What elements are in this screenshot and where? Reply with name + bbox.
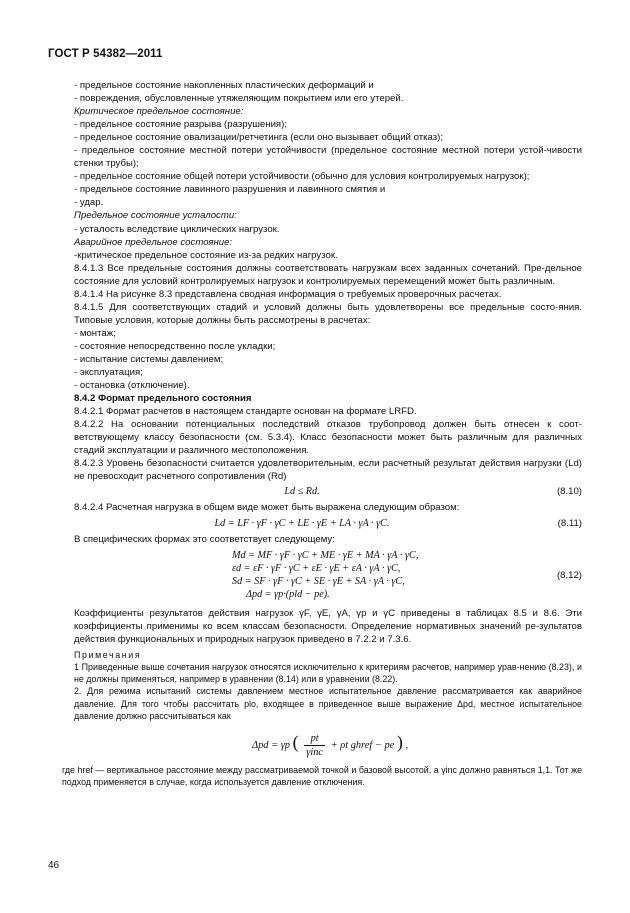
equation-lhs: Δpd = γp xyxy=(252,739,290,751)
paragraph-8-4-1-4: 8.4.1.4 На рисунке 8.3 представлена сводная информация о требуемых проверочных расчетах. xyxy=(74,288,502,300)
subheading-fatigue: Предельное состояние усталости: xyxy=(74,210,237,222)
equation-system-8-12 xyxy=(62,549,582,603)
paragraph-8-4-2-3: 8.4.2.3 Уровень безопасности считается удовлетворительным, если расчетный результат действия нагрузки (Ld) не превосходит расчетного сопротивления (Rd) xyxy=(74,458,582,483)
list-item: - предельное состояние лавинного разрушения и лавинного смятия и xyxy=(74,184,386,196)
list-item: - остановка (отключение). xyxy=(74,380,190,392)
equation-8-10 xyxy=(62,485,582,499)
list-item: - испытание системы давлением; xyxy=(74,353,224,365)
document-body xyxy=(62,79,582,788)
equation-rhs: + ρt ghref − pe xyxy=(330,739,395,751)
equation-number: (8.12) xyxy=(556,569,582,581)
notes-title: Примечания xyxy=(74,649,142,660)
equation-line: Sd = SF · γF · γC + SE · γE + SA · γA · γC, xyxy=(232,575,405,587)
standard-header: ГОСТ Р 54382—2011 xyxy=(48,48,163,60)
paragraph-8-4-1-5: 8.4.1.5 Для соответствующих стадий и условий должны быть удовлетворены все предельные состо-яния. Типовые условия, которые должны быть рассмотрены в расчетах: xyxy=(74,301,582,326)
equation-number: (8.11) xyxy=(557,517,582,529)
subheading-critical: Критическое предельное состояние: xyxy=(74,106,244,118)
equation-8-11 xyxy=(62,517,582,531)
list-item: - предельное состояние местной потери устойчивости (предельное состояние местной потери устой-чивости стенки трубы); xyxy=(74,145,582,170)
note-1: 1 Приведенные выше сочетания нагрузок относятся исключительно к критериям расчетов, например урав-нению (8.23), и не должны применяться, например в уравнении (8.14) или в уравнении (8.22). xyxy=(74,661,582,685)
paragraph-8-4-2-2: 8.4.2.2 На основании потенциальных последствий отказов трубопровод должен быть отнесен к соот-ветствующему классу безопасности (см. 5.3.4). Класс безопасности может быть различным для различных стадий эксплуатации и различного местоположения. xyxy=(74,419,582,457)
paragraph-8-4-1-3: 8.4.1.3 Все предельные состояния должны соответствовать нагрузкам всех заданных сочетаний. Пре-дельное состояние для условий контролируемых нагрузок и контролируемых перемещений может быть различным. xyxy=(74,262,582,287)
list-item: - предельное состояние разрыва (разрушения); xyxy=(74,119,287,131)
equation-formula: Ld = LF · γF · γC + LE · γE + LA · γA · γC. xyxy=(214,517,390,529)
equation-line: Md = MF · γF · γC + ME · γE + MA · γA · γC, xyxy=(232,549,419,561)
equation-formula: Ld ≤ Rd. xyxy=(284,486,320,498)
close-paren: ) xyxy=(396,731,403,752)
equation-end: , xyxy=(405,739,409,751)
list-item: - повреждения, обусловленные утяжеляющим покрытием или его утерей. xyxy=(74,93,404,105)
note-2-where: где href — вертикальное расстояние между рассматриваемой точкой и базовой высотой, а γinc должно равняться 1,1. Тот же подход применяется в случае, когда используется давление отключения. xyxy=(62,764,582,788)
list-item: - эксплуатация; xyxy=(74,367,143,379)
list-item: - усталость вследствие циклических нагрузок. xyxy=(74,223,280,235)
note-2: 2. Для режима испытаний системы давлением местное испытательное давление рассматривается как аварийное давление. Для того чтобы рассчитать plo, входящее в приведенное выше выражение Δpd, местное испытательное давление должно рассчитываться как xyxy=(74,686,582,721)
list-item: - предельное состояние общей потери устойчивости (обычно для условия контролируемых нагрузок); xyxy=(74,171,530,183)
open-paren: ( xyxy=(292,731,299,752)
test-pressure-equation xyxy=(62,726,582,760)
paragraph-8-4-2-1: 8.4.2.1 Формат расчетов в настоящем стандарте основан на формате LRFD. xyxy=(74,406,417,418)
equation-line: εd = εF · γF · γC + εE · γE + εA · γA · γC, xyxy=(232,562,401,574)
equation-formula xyxy=(252,732,408,759)
paragraph-coefficients: Коэффициенты результатов действия нагрузок γF, γE, γA, γp и γC приведены в таблицах 8.5 и 8.6. Эти коэффициенты применимы ко всем классам безопасности. Определение нормативных значений ре-зультатов действия функциональных и природных нагрузок приведено в 7.2.2 и 7.3.6. xyxy=(74,607,582,645)
equation-number: (8.10) xyxy=(556,486,582,498)
fraction-denominator: γinc xyxy=(306,746,324,758)
list-item: - удар. xyxy=(74,197,104,209)
page-number: 46 xyxy=(48,860,60,871)
list-item: - монтаж; xyxy=(74,327,116,339)
fraction-numerator: pt xyxy=(304,732,325,746)
equation-lines xyxy=(232,549,418,601)
list-item: - предельное состояние накопленных пластических деформаций и xyxy=(74,80,374,91)
list-item: - предельное состояние овализации/ретчетинга (если оно вызывает общий отказ); xyxy=(74,132,443,144)
subheading-accidental: Аварийное предельное состояние: xyxy=(74,236,233,248)
equation-line: Δpd = γp·(pld − pe). xyxy=(246,588,330,600)
paragraph-specific-forms: В специфических формах это соответствует следующему: xyxy=(74,533,335,545)
list-item: - состояние непосредственно после укладки; xyxy=(74,340,276,352)
list-item: -критическое предельное состояние из-за редких нагрузок. xyxy=(74,249,338,261)
section-heading-8-4-2: 8.4.2 Формат предельного состояния xyxy=(74,393,252,405)
fraction xyxy=(304,732,325,759)
paragraph-8-4-2-4: 8.4.2.4 Расчетная нагрузка в общем виде может быть выражена следующим образом: xyxy=(74,502,460,514)
